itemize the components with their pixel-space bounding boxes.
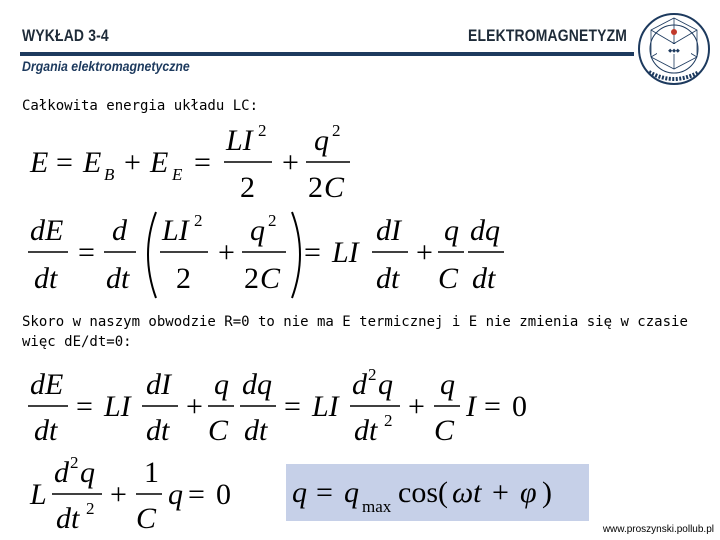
svg-text:q: q	[444, 214, 459, 247]
solution-box	[286, 464, 589, 521]
svg-text:2: 2	[368, 365, 377, 384]
svg-text:C: C	[324, 171, 345, 204]
svg-text:2: 2	[308, 171, 323, 204]
svg-text:q: q	[168, 478, 183, 511]
svg-text:ωt: ωt	[452, 476, 482, 509]
svg-text:=: =	[188, 478, 205, 511]
svg-text:2: 2	[332, 121, 341, 140]
svg-text:2: 2	[384, 411, 393, 430]
svg-text:2: 2	[70, 453, 79, 472]
svg-text:dE: dE	[30, 214, 64, 247]
svg-text:dI: dI	[376, 214, 401, 247]
svg-text:dt: dt	[354, 414, 378, 447]
svg-text:d: d	[352, 368, 367, 401]
svg-text:C: C	[208, 414, 229, 447]
svg-text:LI: LI	[332, 236, 359, 269]
svg-text:LI: LI	[162, 214, 189, 247]
svg-text:1: 1	[144, 456, 159, 489]
svg-text:cos(: cos(	[398, 476, 448, 509]
explanation-paragraph: Skoro w naszym obwodzie R=0 to nie ma E termicznej i E nie zmienia się w czasie więc dE/dt=0:	[22, 314, 688, 350]
university-logo	[637, 12, 711, 86]
svg-text:+: +	[416, 236, 433, 269]
svg-text:dt: dt	[146, 414, 170, 447]
svg-text:2: 2	[268, 211, 277, 230]
svg-text:+: +	[408, 390, 425, 423]
svg-text:dt: dt	[34, 262, 58, 295]
svg-text:=: =	[316, 476, 333, 509]
svg-text:): )	[542, 476, 552, 509]
svg-text:q: q	[214, 368, 229, 401]
header-divider	[20, 52, 634, 56]
svg-text:2: 2	[176, 262, 191, 295]
svg-text:dt: dt	[56, 502, 80, 535]
svg-text:dI: dI	[146, 368, 171, 401]
svg-text:=: =	[76, 390, 93, 423]
svg-text:q: q	[344, 476, 359, 509]
svg-text:d: d	[112, 214, 127, 247]
svg-text:q: q	[440, 368, 455, 401]
equation-derivative-zero	[28, 360, 538, 450]
svg-text:E: E	[150, 146, 169, 179]
svg-text:2: 2	[194, 211, 203, 230]
footer-url: www.proszynski.pollub.pl	[602, 524, 714, 535]
svg-text:=: =	[194, 146, 211, 179]
svg-text:=: =	[304, 236, 321, 269]
svg-text:dq: dq	[242, 368, 272, 401]
svg-text:E: E	[30, 146, 49, 179]
svg-text:q: q	[250, 214, 265, 247]
svg-text:=: =	[484, 390, 501, 423]
svg-text:=: =	[56, 146, 73, 179]
svg-text:LI: LI	[104, 390, 131, 423]
svg-text:C: C	[438, 262, 459, 295]
svg-text:+: +	[282, 146, 299, 179]
section-subtitle: Drgania elektromagnetyczne	[22, 58, 190, 74]
svg-text:d: d	[54, 456, 69, 489]
svg-text:dt: dt	[376, 262, 400, 295]
equation-energy-derivative	[28, 206, 518, 302]
svg-text:q: q	[292, 476, 307, 509]
svg-text:dE: dE	[30, 368, 64, 401]
svg-text:dt: dt	[472, 262, 496, 295]
svg-text:LI: LI	[312, 390, 339, 423]
svg-text:=: =	[284, 390, 301, 423]
svg-text:φ: φ	[520, 476, 537, 509]
intro-text: Całkowita energia układu LC:	[22, 98, 259, 114]
svg-text:C: C	[434, 414, 455, 447]
svg-text:+: +	[124, 146, 141, 179]
svg-text:0: 0	[216, 478, 231, 511]
svg-text:q: q	[378, 368, 393, 401]
svg-text:B: B	[104, 165, 115, 184]
lecture-title: WYKŁAD 3-4	[22, 26, 109, 45]
equation-solution	[286, 464, 589, 521]
svg-text:E: E	[172, 165, 183, 184]
svg-text:q: q	[314, 124, 329, 157]
svg-text:+: +	[218, 236, 235, 269]
svg-text:dq: dq	[470, 214, 500, 247]
svg-text:max: max	[362, 497, 392, 516]
svg-text:2: 2	[244, 262, 259, 295]
svg-text:+: +	[110, 478, 127, 511]
svg-text:◆◆◆: ◆◆◆	[668, 48, 680, 54]
svg-text:dt: dt	[34, 414, 58, 447]
svg-text:C: C	[260, 262, 281, 295]
svg-text:dt: dt	[244, 414, 268, 447]
svg-text:I: I	[466, 390, 476, 423]
svg-text:dt: dt	[106, 262, 130, 295]
svg-text:2: 2	[258, 121, 267, 140]
svg-text:2: 2	[86, 499, 95, 518]
svg-text:LI: LI	[226, 124, 253, 157]
equation-oscillator	[28, 452, 248, 536]
svg-text:L: L	[30, 478, 47, 511]
svg-text:0: 0	[512, 390, 527, 423]
svg-text:C: C	[136, 502, 157, 535]
svg-text:q: q	[80, 456, 95, 489]
svg-text:=: =	[78, 236, 95, 269]
svg-text:E: E	[83, 146, 102, 179]
svg-text:+: +	[186, 390, 203, 423]
svg-text:2: 2	[240, 171, 255, 204]
course-title: ELEKTROMAGNETYZM	[468, 26, 628, 45]
equation-energy	[28, 120, 368, 204]
svg-text:+: +	[492, 476, 509, 509]
